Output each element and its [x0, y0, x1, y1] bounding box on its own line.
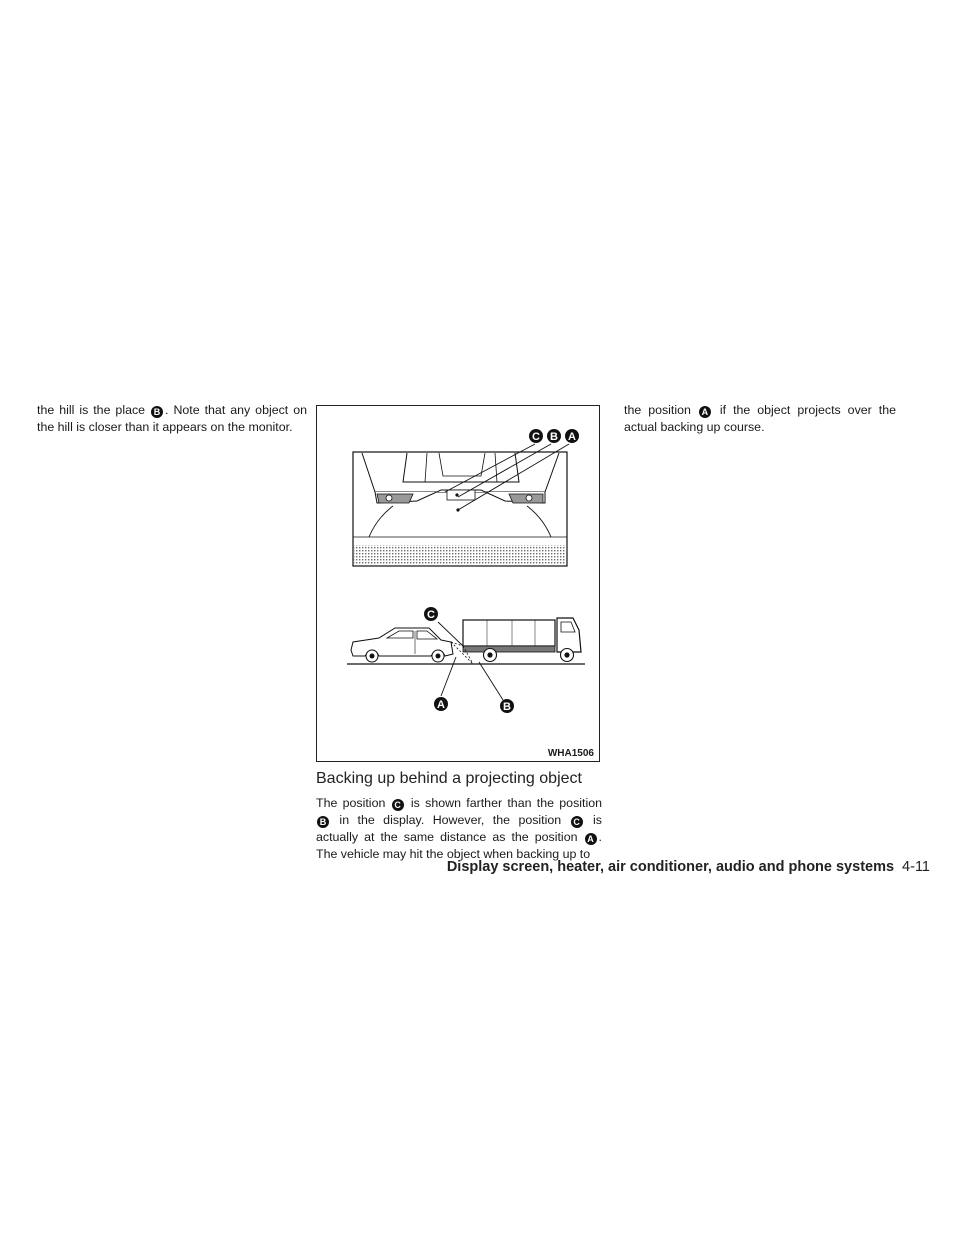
- marker-a: A: [585, 833, 597, 845]
- marker-b: B: [317, 816, 329, 828]
- text-fragment: The position: [316, 796, 391, 810]
- backing-camera-figure: [316, 405, 600, 762]
- label-b-side: B: [503, 701, 511, 713]
- label-a-side: A: [437, 699, 445, 711]
- paragraph-hill-continued: [37, 402, 307, 436]
- top-labels: [529, 429, 579, 443]
- marker-a: A: [699, 406, 711, 418]
- section-heading: Backing up behind a projecting object: [316, 770, 582, 787]
- text-fragment: . The vehicle may hit the object when backing up to: [316, 830, 602, 861]
- text-fragment: the hill is the place: [37, 403, 151, 417]
- text-fragment: in the display. However, the position: [331, 813, 570, 827]
- label-b-top: B: [550, 431, 558, 443]
- label-c-side: C: [427, 609, 435, 621]
- text-fragment: is shown farther than the position: [405, 796, 602, 810]
- middle-column-text: [316, 795, 602, 863]
- monitor-view: [353, 444, 569, 566]
- paragraph-projecting-continued: [624, 402, 896, 436]
- text-fragment: is actually at the same distance as the position: [316, 813, 602, 844]
- text-fragment: . Note that any object on the hill is closer than it appears on the monitor.: [37, 403, 307, 434]
- label-a-top: A: [568, 431, 576, 443]
- marker-c: C: [571, 816, 583, 828]
- footer-section-title: Display screen, heater, air conditioner, audio and phone systems: [446, 859, 895, 875]
- text-fragment: the position: [624, 403, 698, 417]
- marker-b: B: [151, 406, 163, 418]
- page-footer: [395, 859, 930, 875]
- label-c-top: C: [532, 431, 540, 443]
- page-number: 4-11: [902, 859, 930, 875]
- paragraph-projecting-object: [316, 795, 602, 863]
- figure-code: WHA1506: [547, 748, 594, 759]
- right-column-text: [624, 402, 896, 436]
- text-fragment: if the object projects over the actual backing up course.: [624, 403, 896, 434]
- figure-illustration: [317, 406, 601, 763]
- side-view-scene: [347, 618, 585, 700]
- marker-c: C: [392, 799, 404, 811]
- left-column-text: [37, 402, 307, 436]
